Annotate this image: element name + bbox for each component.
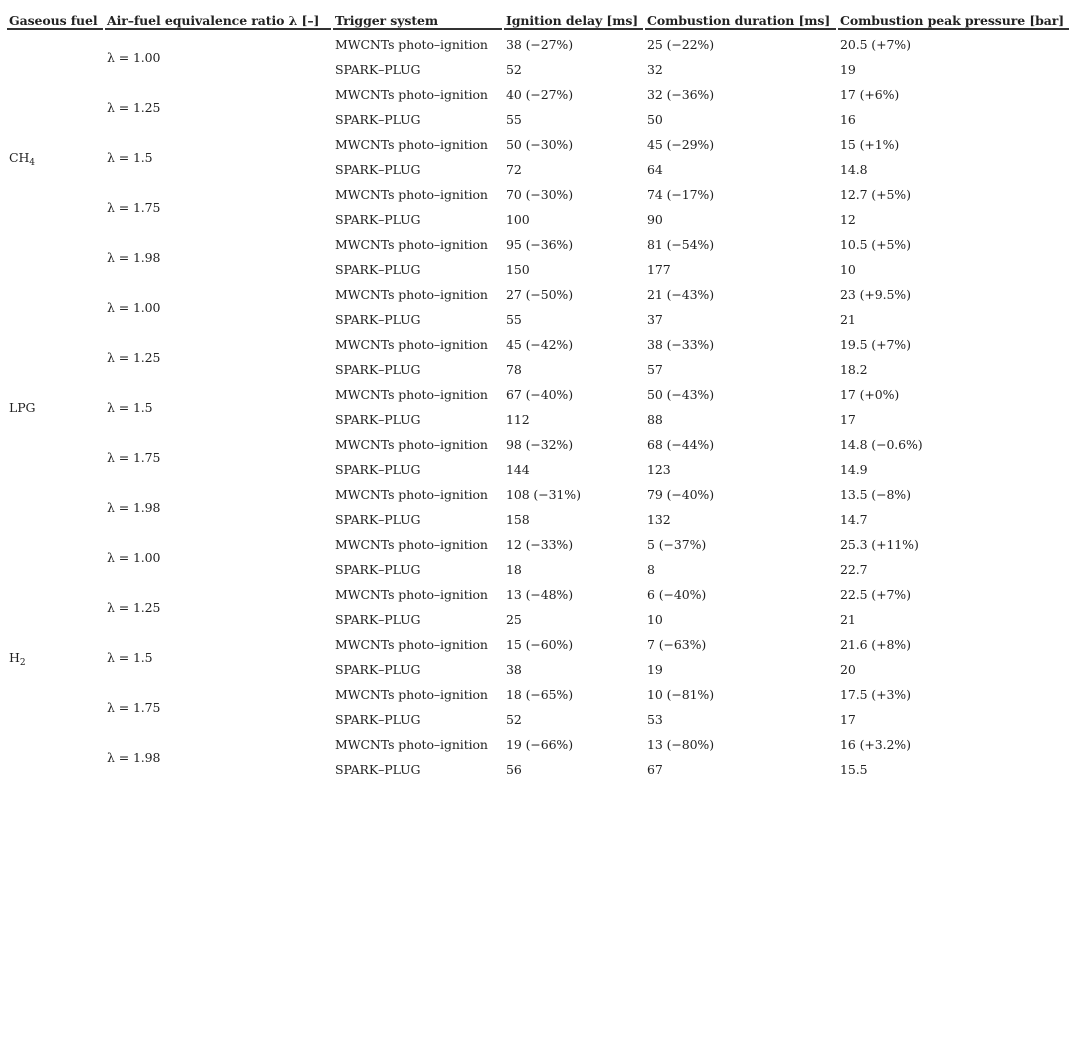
ignition-delay-cell: 15 (−60%): [506, 637, 573, 652]
ignition-delay-cell: 158: [506, 512, 530, 527]
table-row: [7, 282, 1069, 307]
trigger-system-cell: MWCNTs photo–ignition: [335, 687, 488, 702]
ratio-cell: λ = 1.5: [107, 649, 153, 665]
peak-pressure-cell: 19: [840, 62, 856, 77]
peak-pressure-cell: 16 (+3.2%): [840, 737, 911, 752]
table-row: [7, 30, 1069, 57]
combustion-duration-cell: 50 (−43%): [647, 387, 714, 402]
peak-pressure-cell: 10: [840, 262, 856, 277]
ignition-delay-cell: 18 (−65%): [506, 687, 573, 702]
trigger-system-cell: SPARK–PLUG: [335, 262, 421, 277]
table-row: [7, 232, 1069, 257]
ratio-cell: λ = 1.00: [107, 549, 161, 565]
ignition-delay-cell: 72: [506, 162, 522, 177]
trigger-system-cell: SPARK–PLUG: [335, 612, 421, 627]
table-row: [7, 182, 1069, 207]
peak-pressure-cell: 15 (+1%): [840, 137, 900, 152]
peak-pressure-cell: 20: [840, 662, 856, 677]
ratio-cell: λ = 1.98: [107, 499, 161, 515]
trigger-system-cell: SPARK–PLUG: [335, 312, 421, 327]
combustion-duration-cell: 37: [647, 312, 663, 327]
peak-pressure-cell: 17: [840, 412, 856, 427]
trigger-system-cell: SPARK–PLUG: [335, 212, 421, 227]
combustion-duration-cell: 6 (−40%): [647, 587, 707, 602]
combustion-duration-cell: 123: [647, 462, 671, 477]
peak-pressure-cell: 14.9: [840, 462, 868, 477]
combustion-duration-cell: 19: [647, 662, 663, 677]
trigger-system-cell: MWCNTs photo–ignition: [335, 387, 488, 402]
ratio-cell: λ = 1.75: [107, 199, 161, 215]
ignition-delay-cell: 19 (−66%): [506, 737, 573, 752]
trigger-system-cell: MWCNTs photo–ignition: [335, 87, 488, 102]
peak-pressure-cell: 13.5 (−8%): [840, 487, 911, 502]
trigger-system-cell: SPARK–PLUG: [335, 662, 421, 677]
table-row: [7, 132, 1069, 157]
trigger-system-cell: MWCNTs photo–ignition: [335, 437, 488, 452]
ignition-delay-cell: 95 (−36%): [506, 237, 573, 252]
combustion-duration-cell: 5 (−37%): [647, 537, 707, 552]
combustion-duration-cell: 132: [647, 512, 671, 527]
peak-pressure-cell: 21.6 (+8%): [840, 637, 911, 652]
peak-pressure-cell: 10.5 (+5%): [840, 237, 911, 252]
header-equivalence-ratio: Air–fuel equivalence ratio λ [–]: [105, 0, 331, 30]
fuel-name: CH: [9, 149, 30, 165]
trigger-system-cell: MWCNTs photo–ignition: [335, 737, 488, 752]
ignition-delay-cell: 52: [506, 62, 522, 77]
header-combustion-duration: Combustion duration [ms]: [645, 0, 836, 30]
ignition-delay-cell: 45 (−42%): [506, 337, 573, 352]
peak-pressure-cell: 23 (+9.5%): [840, 287, 911, 302]
ignition-delay-cell: 38 (−27%): [506, 37, 573, 52]
combustion-duration-cell: 32 (−36%): [647, 87, 714, 102]
ignition-delay-cell: 50 (−30%): [506, 137, 573, 152]
ratio-cell: λ = 1.98: [107, 749, 161, 765]
ratio-cell: λ = 1.5: [107, 149, 153, 165]
table-row: [7, 332, 1069, 357]
ignition-delay-cell: 13 (−48%): [506, 587, 573, 602]
table-row: [7, 582, 1069, 607]
peak-pressure-cell: 14.8: [840, 162, 868, 177]
ratio-cell: λ = 1.98: [107, 249, 161, 265]
ignition-delay-cell: 112: [506, 412, 530, 427]
table-body: [7, 30, 1069, 782]
peak-pressure-cell: 20.5 (+7%): [840, 37, 911, 52]
ignition-delay-cell: 12 (−33%): [506, 537, 573, 552]
combustion-duration-cell: 10: [647, 612, 663, 627]
peak-pressure-cell: 14.8 (−0.6%): [840, 437, 923, 452]
header-gaseous-fuel: Gaseous fuel: [7, 0, 103, 30]
header-peak-pressure: Combustion peak pressure [bar]: [838, 0, 1069, 30]
combustion-duration-cell: 25 (−22%): [647, 37, 714, 52]
trigger-system-cell: MWCNTs photo–ignition: [335, 487, 488, 502]
table-row: [7, 82, 1069, 107]
ignition-delay-cell: 67 (−40%): [506, 387, 573, 402]
combustion-duration-cell: 13 (−80%): [647, 737, 714, 752]
table-row: [7, 632, 1069, 657]
ignition-delay-cell: 98 (−32%): [506, 437, 573, 452]
combustion-duration-cell: 45 (−29%): [647, 137, 714, 152]
combustion-duration-cell: 67: [647, 762, 663, 777]
peak-pressure-cell: 21: [840, 612, 856, 627]
ratio-cell: λ = 1.00: [107, 49, 161, 65]
trigger-system-cell: SPARK–PLUG: [335, 712, 421, 727]
fuel-cell: [7, 532, 103, 782]
trigger-system-cell: SPARK–PLUG: [335, 512, 421, 527]
fuel-name: LPG: [9, 399, 36, 415]
fuel-cell: [7, 282, 103, 532]
table-row: [7, 532, 1069, 557]
fuel-subscript: 4: [29, 157, 35, 168]
ignition-delay-cell: 18: [506, 562, 522, 577]
peak-pressure-cell: 14.7: [840, 512, 868, 527]
trigger-system-cell: MWCNTs photo–ignition: [335, 237, 488, 252]
ignition-delay-cell: 56: [506, 762, 522, 777]
combustion-duration-cell: 81 (−54%): [647, 237, 714, 252]
trigger-system-cell: SPARK–PLUG: [335, 112, 421, 127]
ignition-delay-cell: 150: [506, 262, 530, 277]
trigger-system-cell: SPARK–PLUG: [335, 62, 421, 77]
combustion-duration-cell: 38 (−33%): [647, 337, 714, 352]
trigger-system-cell: MWCNTs photo–ignition: [335, 287, 488, 302]
trigger-system-cell: MWCNTs photo–ignition: [335, 637, 488, 652]
combustion-duration-cell: 7 (−63%): [647, 637, 707, 652]
peak-pressure-cell: 12.7 (+5%): [840, 187, 911, 202]
ratio-cell: λ = 1.25: [107, 599, 161, 615]
table-row: [7, 482, 1069, 507]
header-ignition-delay: Ignition delay [ms]: [504, 0, 643, 30]
combustion-duration-cell: 88: [647, 412, 663, 427]
trigger-system-cell: MWCNTs photo–ignition: [335, 537, 488, 552]
peak-pressure-cell: 17: [840, 712, 856, 727]
combustion-duration-cell: 90: [647, 212, 663, 227]
trigger-system-cell: MWCNTs photo–ignition: [335, 137, 488, 152]
trigger-system-cell: MWCNTs photo–ignition: [335, 187, 488, 202]
header-row: [7, 0, 1069, 30]
combustion-duration-cell: 68 (−44%): [647, 437, 714, 452]
combustion-duration-cell: 53: [647, 712, 663, 727]
table-row: [7, 732, 1069, 757]
ignition-delay-cell: 108 (−31%): [506, 487, 581, 502]
trigger-system-cell: MWCNTs photo–ignition: [335, 37, 488, 52]
peak-pressure-cell: 15.5: [840, 762, 868, 777]
peak-pressure-cell: 17.5 (+3%): [840, 687, 911, 702]
ignition-delay-cell: 52: [506, 712, 522, 727]
combustion-duration-cell: 50: [647, 112, 663, 127]
peak-pressure-cell: 17 (+0%): [840, 387, 900, 402]
trigger-system-cell: SPARK–PLUG: [335, 562, 421, 577]
ratio-cell: λ = 1.5: [107, 399, 153, 415]
ignition-delay-cell: 27 (−50%): [506, 287, 573, 302]
ratio-cell: λ = 1.25: [107, 349, 161, 365]
peak-pressure-cell: 22.7: [840, 562, 868, 577]
trigger-system-cell: SPARK–PLUG: [335, 162, 421, 177]
fuel-name: H: [9, 649, 20, 665]
combustion-duration-cell: 57: [647, 362, 663, 377]
header-trigger-system: Trigger system: [333, 0, 502, 30]
table-row: [7, 432, 1069, 457]
trigger-system-cell: MWCNTs photo–ignition: [335, 587, 488, 602]
fuel-cell: [7, 30, 103, 282]
ratio-cell: λ = 1.75: [107, 449, 161, 465]
peak-pressure-cell: 25.3 (+11%): [840, 537, 919, 552]
peak-pressure-cell: 17 (+6%): [840, 87, 900, 102]
ignition-delay-cell: 25: [506, 612, 522, 627]
peak-pressure-cell: 18.2: [840, 362, 868, 377]
table-row: [7, 382, 1069, 407]
ignition-delay-cell: 100: [506, 212, 530, 227]
combustion-results-table: [5, 0, 1071, 782]
ignition-delay-cell: 78: [506, 362, 522, 377]
combustion-duration-cell: 79 (−40%): [647, 487, 714, 502]
ignition-delay-cell: 55: [506, 312, 522, 327]
ignition-delay-cell: 144: [506, 462, 530, 477]
peak-pressure-cell: 21: [840, 312, 856, 327]
peak-pressure-cell: 19.5 (+7%): [840, 337, 911, 352]
data-table-container: [5, 0, 1071, 782]
ignition-delay-cell: 38: [506, 662, 522, 677]
fuel-subscript: 2: [19, 657, 26, 668]
ignition-delay-cell: 55: [506, 112, 522, 127]
combustion-duration-cell: 21 (−43%): [647, 287, 714, 302]
peak-pressure-cell: 12: [840, 212, 856, 227]
table-row: [7, 682, 1069, 707]
ratio-cell: λ = 1.00: [107, 299, 161, 315]
combustion-duration-cell: 10 (−81%): [647, 687, 714, 702]
trigger-system-cell: MWCNTs photo–ignition: [335, 337, 488, 352]
ratio-cell: λ = 1.25: [107, 99, 161, 115]
trigger-system-cell: SPARK–PLUG: [335, 362, 421, 377]
ignition-delay-cell: 40 (−27%): [506, 87, 573, 102]
combustion-duration-cell: 74 (−17%): [647, 187, 714, 202]
ratio-cell: λ = 1.75: [107, 699, 161, 715]
trigger-system-cell: SPARK–PLUG: [335, 762, 421, 777]
ignition-delay-cell: 70 (−30%): [506, 187, 573, 202]
combustion-duration-cell: 177: [647, 262, 671, 277]
peak-pressure-cell: 22.5 (+7%): [840, 587, 911, 602]
peak-pressure-cell: 16: [840, 112, 856, 127]
combustion-duration-cell: 8: [647, 562, 655, 577]
combustion-duration-cell: 32: [647, 62, 663, 77]
trigger-system-cell: SPARK–PLUG: [335, 412, 421, 427]
combustion-duration-cell: 64: [647, 162, 663, 177]
trigger-system-cell: SPARK–PLUG: [335, 462, 421, 477]
